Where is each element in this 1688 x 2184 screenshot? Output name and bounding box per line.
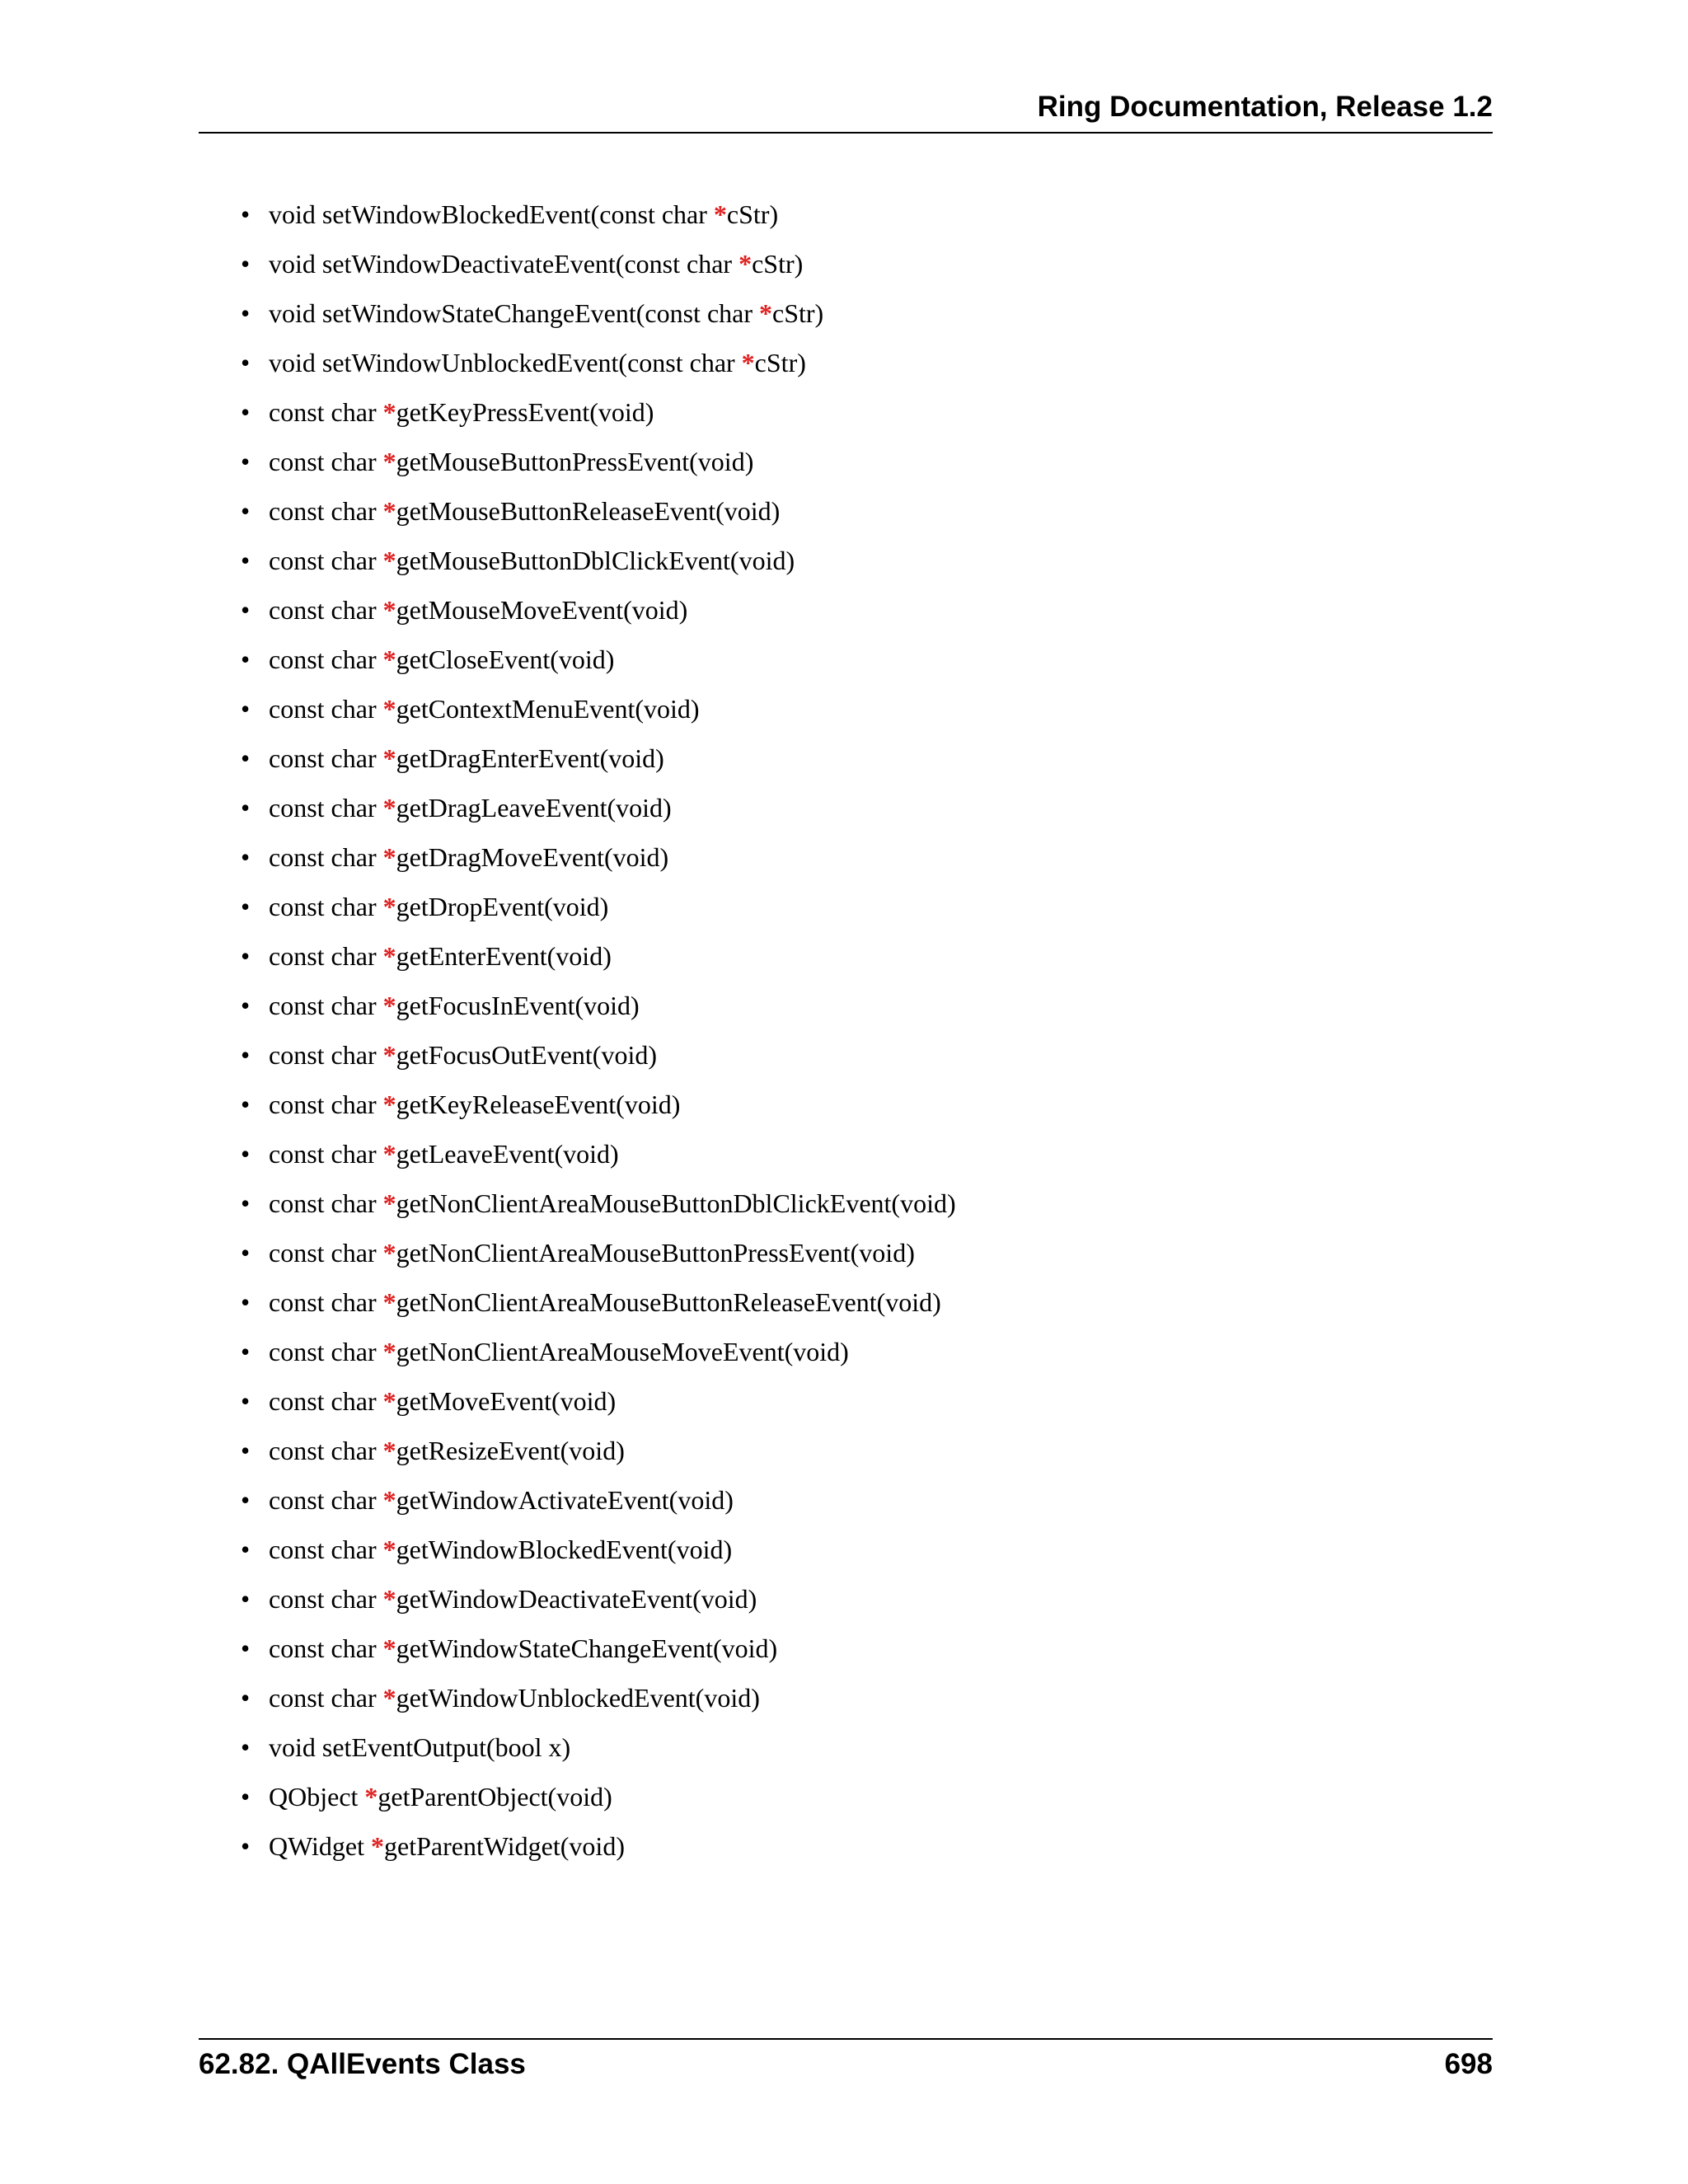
signature-prefix: const char (269, 644, 383, 674)
signature-suffix: getMouseButtonPressEvent(void) (396, 447, 754, 476)
list-item (239, 742, 956, 791)
list-item (239, 1582, 956, 1632)
pointer-asterisk: * (382, 595, 396, 625)
signature-prefix: const char (269, 842, 383, 872)
signature-suffix: getWindowBlockedEvent(void) (396, 1535, 733, 1564)
signature-suffix: cStr) (752, 249, 804, 279)
list-item (239, 1780, 956, 1830)
signature-prefix: const char (269, 1633, 383, 1663)
pointer-asterisk: * (713, 199, 727, 229)
signature-suffix: getContextMenuEvent(void) (396, 694, 700, 724)
list-item (239, 940, 956, 989)
signature-prefix: const char (269, 1139, 383, 1169)
signature-prefix: void setEventOutput(bool x) (269, 1732, 571, 1762)
signature-suffix: getParentObject(void) (377, 1782, 612, 1811)
signature-suffix: getWindowDeactivateEvent(void) (396, 1584, 757, 1614)
signature-suffix: getKeyPressEvent(void) (396, 397, 654, 427)
pointer-asterisk: * (741, 348, 755, 377)
signature-suffix: getWindowStateChangeEvent(void) (396, 1633, 778, 1663)
signature-prefix: void setWindowStateChangeEvent(const char (269, 298, 759, 328)
signature-prefix: void setWindowUnblockedEvent(const char (269, 348, 742, 377)
list-item (239, 1187, 956, 1236)
signature-suffix: getDragEnterEvent(void) (396, 743, 664, 773)
list-item (239, 643, 956, 692)
signature-suffix: cStr) (772, 298, 824, 328)
pointer-asterisk: * (382, 892, 396, 921)
signature-prefix: const char (269, 1436, 383, 1465)
signature-suffix: getKeyReleaseEvent(void) (396, 1090, 681, 1119)
pointer-asterisk: * (382, 842, 396, 872)
pointer-asterisk: * (382, 496, 396, 526)
pointer-asterisk: * (382, 1584, 396, 1614)
pointer-asterisk: * (738, 249, 753, 279)
pointer-asterisk: * (382, 793, 396, 823)
signature-suffix: getWindowUnblockedEvent(void) (396, 1683, 760, 1713)
signature-prefix: const char (269, 1337, 383, 1366)
list-item (239, 297, 956, 346)
list-item (239, 198, 956, 247)
list-item (239, 593, 956, 643)
signature-suffix: getDragLeaveEvent(void) (396, 793, 672, 823)
list-item (239, 1236, 956, 1286)
signature-prefix: const char (269, 1535, 383, 1564)
list-item (239, 1038, 956, 1088)
signature-prefix: const char (269, 743, 383, 773)
list-item (239, 841, 956, 890)
list-item (239, 1681, 956, 1731)
pointer-asterisk: * (382, 941, 396, 971)
pointer-asterisk: * (371, 1831, 385, 1861)
pointer-asterisk: * (382, 1683, 396, 1713)
signature-suffix: getDropEvent(void) (396, 892, 609, 921)
signature-suffix: cStr) (754, 348, 806, 377)
pointer-asterisk: * (382, 991, 396, 1020)
list-item (239, 791, 956, 841)
signature-prefix: const char (269, 1683, 383, 1713)
signature-prefix: const char (269, 546, 383, 575)
signature-prefix: const char (269, 694, 383, 724)
pointer-asterisk: * (382, 1040, 396, 1070)
list-item (239, 890, 956, 940)
list-item (239, 1533, 956, 1582)
signature-suffix: getNonClientAreaMouseButtonReleaseEvent(void) (396, 1287, 941, 1317)
signature-prefix: QObject (269, 1782, 365, 1811)
signature-prefix: const char (269, 1584, 383, 1614)
pointer-asterisk: * (382, 1287, 396, 1317)
signature-prefix: void setWindowDeactivateEvent(const char (269, 249, 739, 279)
signature-suffix: getMouseButtonReleaseEvent(void) (396, 496, 781, 526)
signature-suffix: getWindowActivateEvent(void) (396, 1485, 734, 1515)
signature-prefix: const char (269, 447, 383, 476)
pointer-asterisk: * (382, 1386, 396, 1416)
list-item (239, 445, 956, 494)
document-title: Ring Documentation, Release 1.2 (1037, 91, 1493, 123)
page-header (199, 91, 1493, 134)
list-item (239, 1483, 956, 1533)
pointer-asterisk: * (382, 694, 396, 724)
pointer-asterisk: * (382, 1337, 396, 1366)
signature-prefix: const char (269, 1287, 383, 1317)
signature-prefix: const char (269, 793, 383, 823)
signature-suffix: getMoveEvent(void) (396, 1386, 617, 1416)
list-item (239, 247, 956, 297)
pointer-asterisk: * (382, 1188, 396, 1218)
signature-prefix: QWidget (269, 1831, 372, 1861)
signature-prefix: const char (269, 1090, 383, 1119)
signature-prefix: const char (269, 496, 383, 526)
list-item (239, 1088, 956, 1137)
signature-prefix: const char (269, 397, 383, 427)
list-item (239, 692, 956, 742)
signature-suffix: getNonClientAreaMouseButtonPressEvent(void) (396, 1238, 915, 1268)
list-item (239, 1731, 956, 1780)
signature-suffix: getMouseMoveEvent(void) (396, 595, 688, 625)
signature-suffix: getEnterEvent(void) (396, 941, 612, 971)
page-number: 698 (1444, 2048, 1493, 2080)
list-item (239, 1137, 956, 1187)
signature-prefix: const char (269, 1386, 383, 1416)
signature-suffix: getNonClientAreaMouseButtonDblClickEvent(void) (396, 1188, 956, 1218)
signature-suffix: getNonClientAreaMouseMoveEvent(void) (396, 1337, 849, 1366)
list-item (239, 1830, 956, 1879)
list-item (239, 989, 956, 1038)
signature-suffix: cStr) (726, 199, 779, 229)
signature-prefix: const char (269, 991, 383, 1020)
signature-prefix: const char (269, 1238, 383, 1268)
pointer-asterisk: * (382, 1238, 396, 1268)
signature-prefix: const char (269, 595, 383, 625)
list-item (239, 346, 956, 396)
signature-prefix: void setWindowBlockedEvent(const char (269, 199, 714, 229)
signature-suffix: getMouseButtonDblClickEvent(void) (396, 546, 795, 575)
signature-prefix: const char (269, 1485, 383, 1515)
list-item (239, 1632, 956, 1681)
pointer-asterisk: * (382, 1633, 396, 1663)
signature-suffix: getParentWidget(void) (384, 1831, 625, 1861)
list-item (239, 1335, 956, 1385)
signature-suffix: getResizeEvent(void) (396, 1436, 625, 1465)
pointer-asterisk: * (382, 1535, 396, 1564)
pointer-asterisk: * (364, 1782, 378, 1811)
signature-prefix: const char (269, 1040, 383, 1070)
pointer-asterisk: * (382, 397, 396, 427)
list-item (239, 1286, 956, 1335)
section-title: 62.82. QAllEvents Class (199, 2048, 526, 2080)
pointer-asterisk: * (382, 1436, 396, 1465)
pointer-asterisk: * (759, 298, 772, 328)
signature-prefix: const char (269, 1188, 383, 1218)
signature-suffix: getFocusOutEvent(void) (396, 1040, 657, 1070)
signature-suffix: getLeaveEvent(void) (396, 1139, 619, 1169)
signature-prefix: const char (269, 941, 383, 971)
list-item (239, 494, 956, 544)
list-item (239, 396, 956, 445)
list-item (239, 544, 956, 593)
pointer-asterisk: * (382, 644, 396, 674)
pointer-asterisk: * (382, 1090, 396, 1119)
pointer-asterisk: * (382, 546, 396, 575)
pointer-asterisk: * (382, 1139, 396, 1169)
signature-suffix: getFocusInEvent(void) (396, 991, 640, 1020)
pointer-asterisk: * (382, 743, 396, 773)
signature-prefix: const char (269, 892, 383, 921)
signature-suffix: getCloseEvent(void) (396, 644, 615, 674)
page-footer (199, 2038, 1493, 2089)
api-method-list (239, 198, 956, 1879)
pointer-asterisk: * (382, 1485, 396, 1515)
list-item (239, 1434, 956, 1483)
signature-suffix: getDragMoveEvent(void) (396, 842, 669, 872)
pointer-asterisk: * (382, 447, 396, 476)
list-item (239, 1385, 956, 1434)
